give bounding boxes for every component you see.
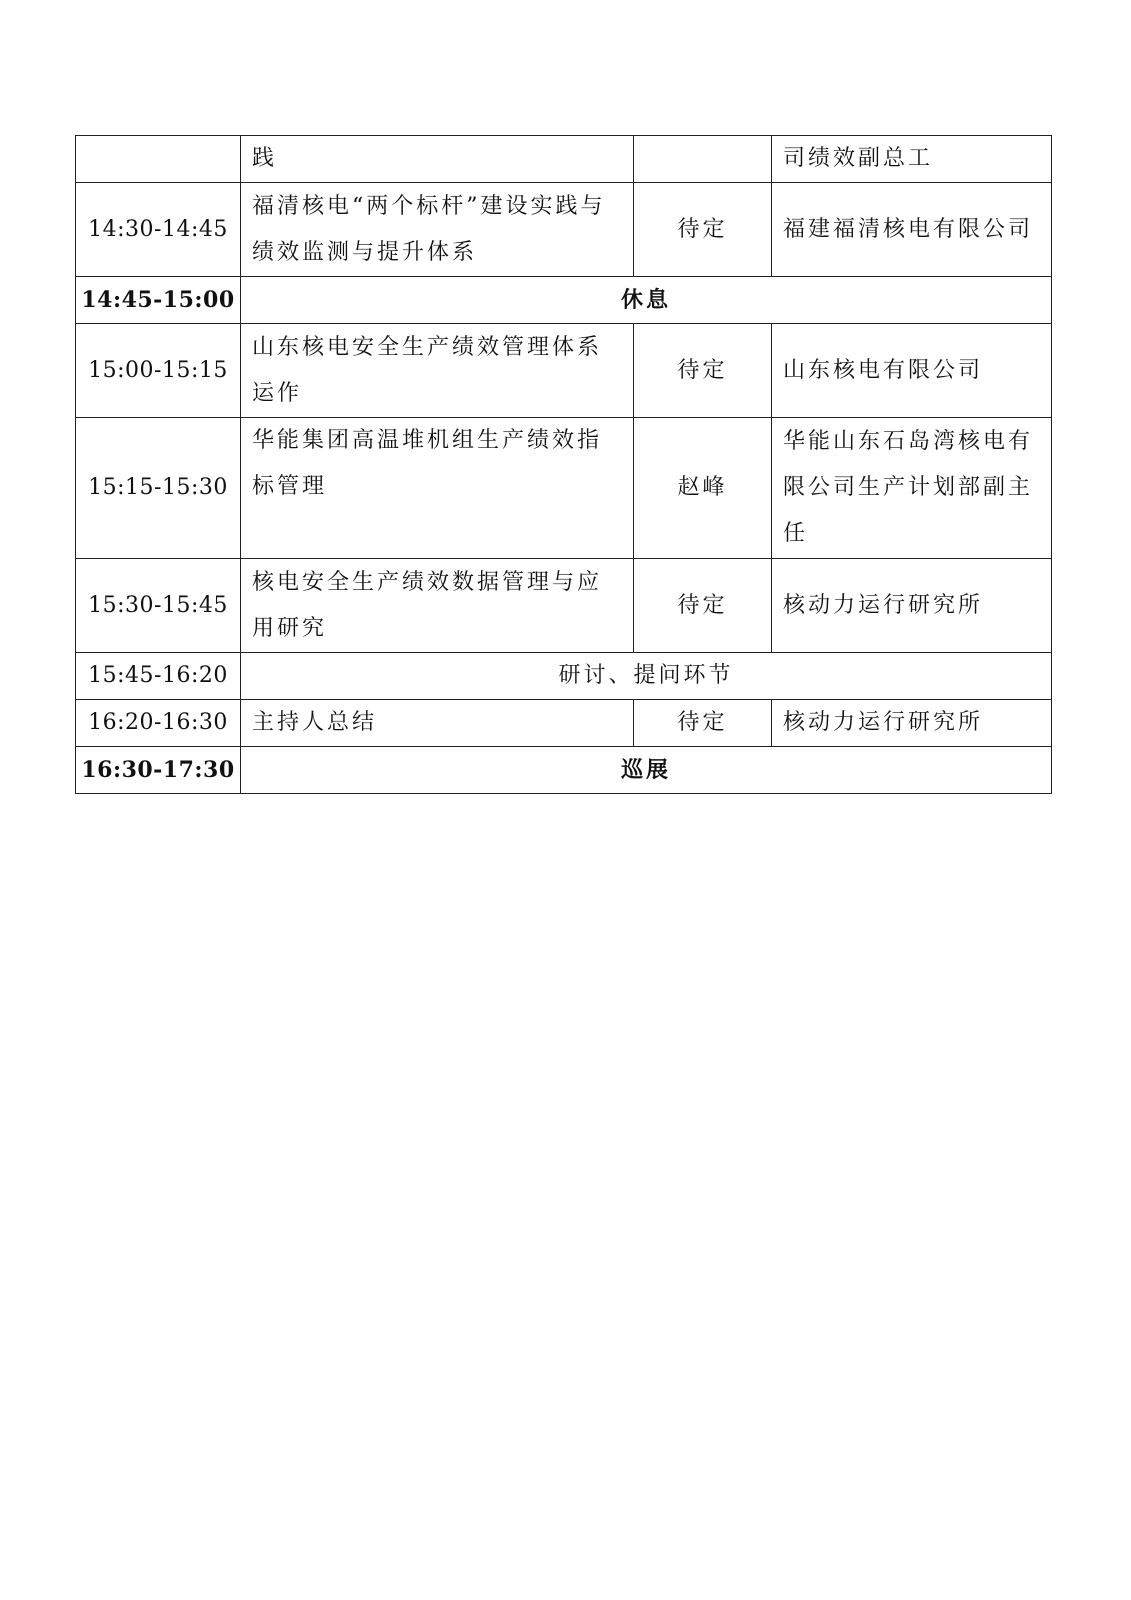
time-cell: 14:30-14:45: [76, 183, 241, 277]
topic-cell: 华能集团高温堆机组生产绩效指标管理: [241, 418, 634, 559]
speaker-cell: [634, 136, 772, 183]
table-row-discussion: [76, 653, 1052, 700]
organization-cell: 核动力运行研究所: [772, 700, 1052, 747]
time-cell: 16:20-16:30: [76, 700, 241, 747]
organization-cell: 福建福清核电有限公司: [772, 183, 1052, 277]
organization-cell: 核动力运行研究所: [772, 559, 1052, 653]
session-label-cell: 研讨、提问环节: [241, 653, 1052, 700]
speaker-cell: 待定: [634, 559, 772, 653]
table-row: [76, 324, 1052, 418]
time-cell: 15:45-16:20: [76, 653, 241, 700]
time-cell: 15:15-15:30: [76, 418, 241, 559]
table-row-break: [76, 277, 1052, 324]
speaker-cell: 待定: [634, 700, 772, 747]
topic-cell: 福清核电“两个标杆”建设实践与绩效监测与提升体系: [241, 183, 634, 277]
table-row-exhibition: [76, 747, 1052, 794]
table-row: [76, 418, 1052, 559]
session-label-cell: 休息: [241, 277, 1052, 324]
table-row: [76, 559, 1052, 653]
speaker-cell: 待定: [634, 183, 772, 277]
time-cell: 14:45-15:00: [76, 277, 241, 324]
topic-cell: 主持人总结: [241, 700, 634, 747]
time-cell: 15:30-15:45: [76, 559, 241, 653]
organization-cell: 华能山东石岛湾核电有限公司生产计划部副主任: [772, 418, 1052, 559]
table-row: [76, 183, 1052, 277]
speaker-cell: 待定: [634, 324, 772, 418]
topic-cell: 核电安全生产绩效数据管理与应用研究: [241, 559, 634, 653]
organization-cell: 司绩效副总工: [772, 136, 1052, 183]
session-label-cell: 巡展: [241, 747, 1052, 794]
table-row: [76, 136, 1052, 183]
topic-cell: 山东核电安全生产绩效管理体系运作: [241, 324, 634, 418]
time-cell: 16:30-17:30: [76, 747, 241, 794]
time-cell: [76, 136, 241, 183]
speaker-cell: 赵峰: [634, 418, 772, 559]
organization-cell: 山东核电有限公司: [772, 324, 1052, 418]
time-cell: 15:00-15:15: [76, 324, 241, 418]
topic-cell: 践: [241, 136, 634, 183]
table-row: [76, 700, 1052, 747]
agenda-table: [75, 135, 1052, 794]
